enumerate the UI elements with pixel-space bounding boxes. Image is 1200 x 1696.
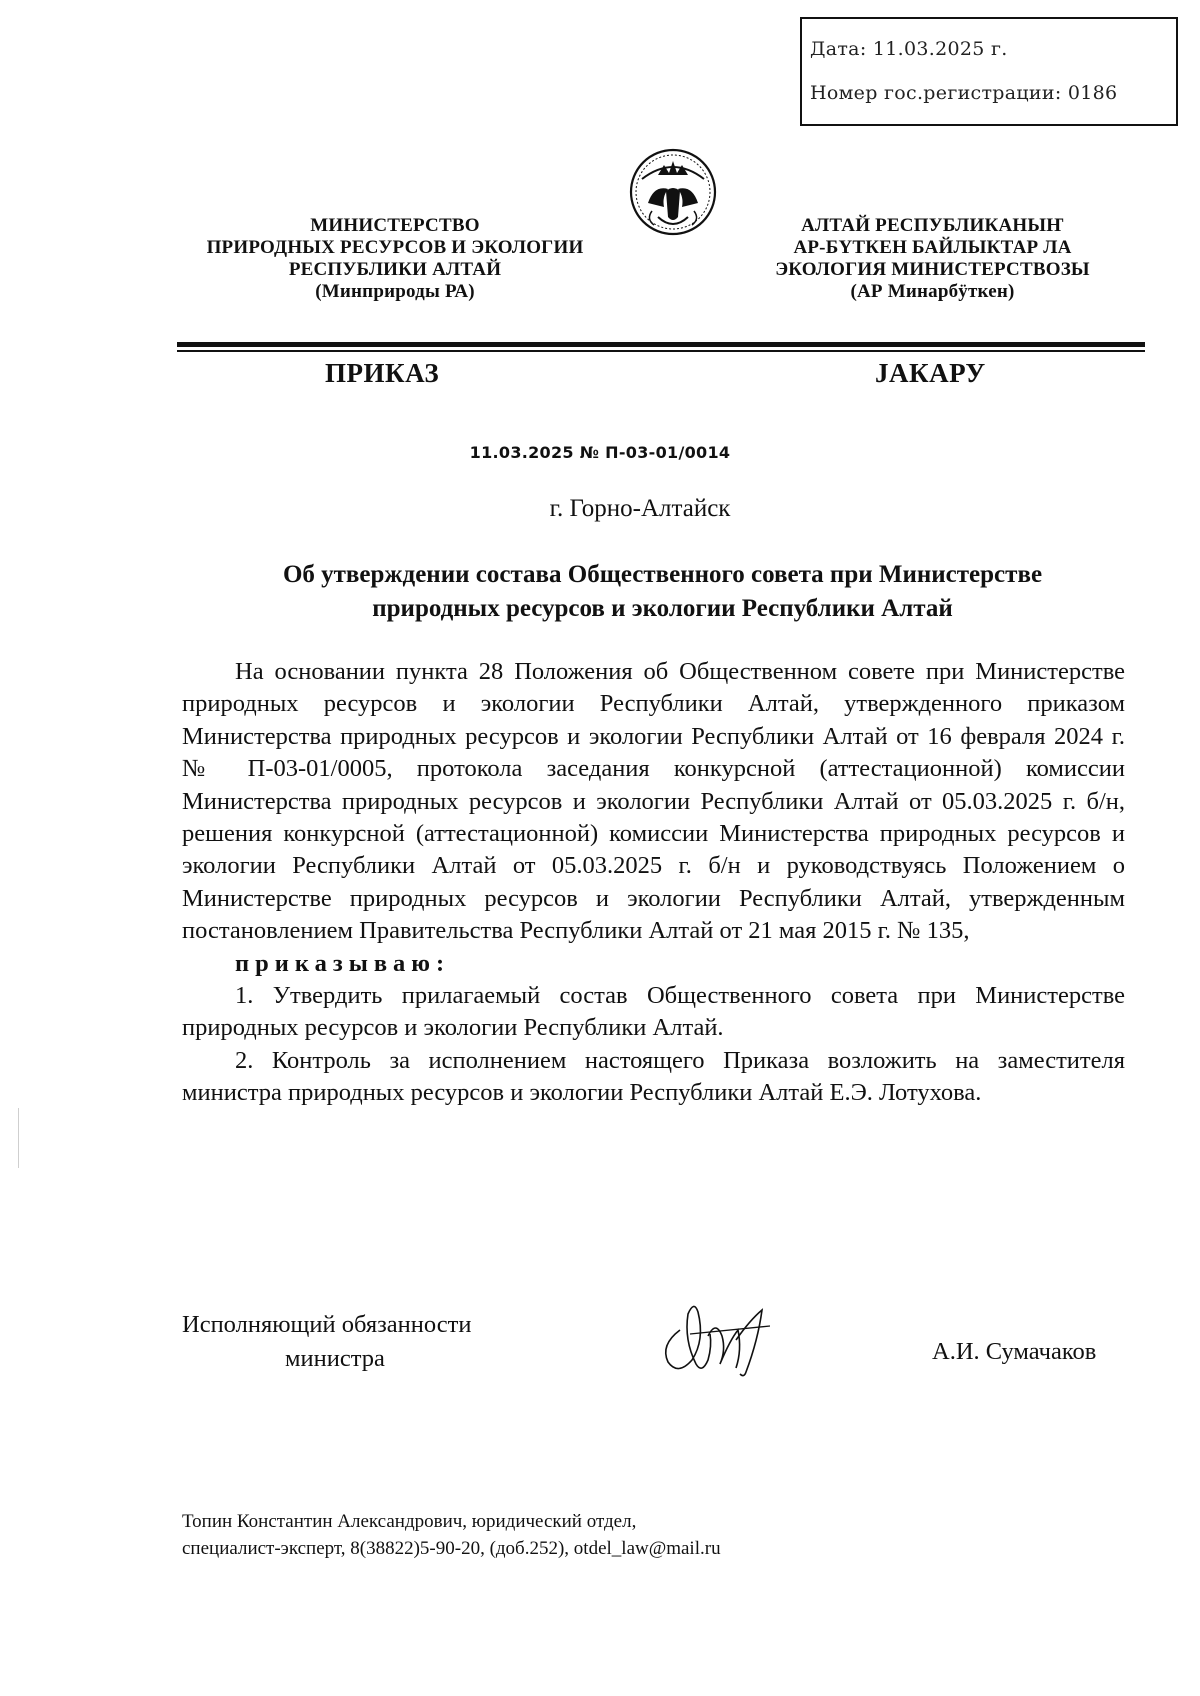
registration-date [810, 38, 1008, 60]
document-date-number [0, 443, 1200, 462]
body-item-1: 1. Утвердить прилагаемый состав Общественного совета при Министерстве природных ресурсов и экологии Республики Алтай. [182, 982, 1125, 1042]
ministry-name-ru-line1: МИНИСТЕРСТВО [310, 215, 480, 236]
ministry-name-ru-line3: РЕСПУБЛИКИ АЛТАЙ [288, 259, 502, 280]
signer-position-line2: министра [285, 1345, 385, 1372]
header-divider-thin [177, 350, 1145, 352]
registration-number-label: Номер гос.регистрации: [810, 82, 1062, 104]
signer-position [182, 1308, 471, 1376]
registration-number [810, 82, 1117, 104]
scan-margin-mark [18, 1108, 19, 1168]
document-title [180, 558, 1145, 626]
executor-contact [182, 1508, 721, 1562]
signer-name: А.И. Сумачаков [932, 1338, 1097, 1365]
document-title-line1: Об утверждении состава Общественного совета при Министерстве [282, 561, 1043, 588]
handwritten-signature-icon [650, 1290, 790, 1380]
registration-number-value: 0186 [1067, 82, 1118, 104]
registration-date-label: Дата: [810, 38, 867, 60]
ministry-name-alt-line2: АР-БҮТКЕН БАЙЛЫКТАР ЛА [793, 237, 1072, 258]
document-number: № П-03-01/0014 [579, 443, 731, 462]
body-item-2: 2. Контроль за исполнением настоящего Приказа возложить на заместителя министра природных ресурсов и экологии Республики Алтай Е.Э. Лотухова. [182, 1046, 1125, 1107]
executor-contact-line1: Топин Константин Александрович, юридический отдел, [182, 1511, 637, 1532]
ministry-name-ru-line2: ПРИРОДНЫХ РЕСУРСОВ И ЭКОЛОГИИ [206, 237, 584, 258]
signer-position-line1: Исполняющий обязанности [182, 1311, 472, 1338]
ministry-name-altai [745, 215, 1120, 303]
executor-contact-line2: специалист-эксперт, 8(38822)5-90-20, (доб.252), otdel_law@mail.ru [182, 1538, 721, 1559]
ministry-name-alt-line3: ЭКОЛОГИЯ МИНИСТЕРСТВОЗЫ [775, 259, 1090, 280]
ministry-name-russian [180, 215, 610, 303]
document-city: г. Горно-Алтайск [549, 495, 731, 522]
ministry-name-alt-line1: АЛТАЙ РЕСПУБЛИКАНЫҤ [801, 215, 1064, 236]
body-preamble: На основании пункта 28 Положения об Общественном совете при Министерстве природных ресурсов и экологии Республики Алтай, утвержденного приказом Министерства природных ресурсов и экологии Республики Алтай от 16 февраля 2024 г. № П-03-01/0005, протокола заседания конкурсной (аттестационной) комиссии Министерства природных ресурсов и экологии Республики Алтай от 05.03.2025 г. б/н, решения конкурсной (аттестационной) комиссии Министерства природных ресурсов и экологии Республики Алтай от 05.03.2025 г. б/н и руководствуясь Положением о Министерстве природных ресурсов и экологии Республики Алтай, утвержденным постановлением Правительства Республики Алтай от 21 мая 2015 г. № 135, [182, 658, 1125, 945]
ministry-name-alt-line4: (АР Минарбӱткен) [850, 281, 1015, 302]
ministry-name-ru-line4: (Минприроды РА) [315, 281, 475, 302]
registration-date-value: 11.03.2025 г. [872, 38, 1008, 60]
republic-altai-coat-of-arms-icon [628, 145, 718, 239]
registration-box [800, 17, 1178, 126]
doc-type-altai: ЈАКАРУ [875, 358, 986, 388]
header-divider-thick [177, 342, 1145, 347]
body-order-word: приказываю: [235, 949, 451, 977]
document-title-line2: природных ресурсов и экологии Республики Алтай [372, 595, 953, 622]
doc-type-russian: ПРИКАЗ [325, 358, 440, 388]
document-date: 11.03.2025 [469, 443, 574, 462]
document-body [182, 656, 1125, 1110]
